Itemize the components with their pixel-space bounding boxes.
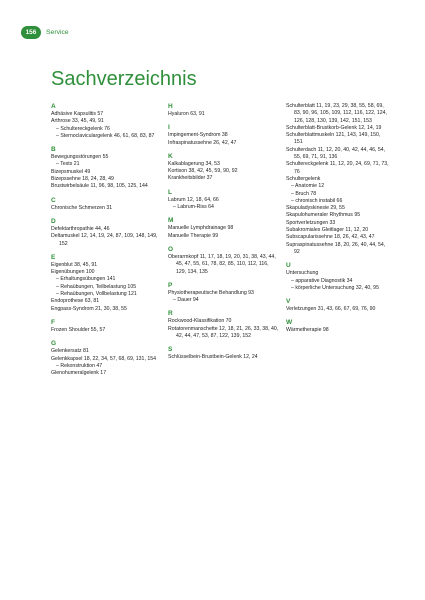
index-subentry: – Bruch 78 bbox=[291, 190, 317, 197]
index-letter-heading: V bbox=[286, 298, 291, 306]
index-group bbox=[51, 218, 161, 248]
index-letter-heading: M bbox=[168, 217, 174, 225]
index-entry: Defektarthropathie 44, 46 bbox=[51, 225, 110, 232]
index-subentry: – chronisch instabil 66 bbox=[291, 197, 343, 204]
page-title: Sachverzeichnis bbox=[51, 68, 197, 90]
index-entry: Schultergelenk bbox=[286, 175, 321, 182]
index-subentry: – Rekonstruktion 47 bbox=[56, 362, 103, 369]
index-group bbox=[51, 146, 161, 190]
index-entry: Hyaluron 63, 91 bbox=[168, 111, 205, 117]
index-group bbox=[168, 189, 280, 212]
index-entry: Verletzungen 31, 43, 66, 67, 69, 76, 90 bbox=[286, 306, 376, 313]
index-subentry: – Rehaübungen, Teilbelastung 105 bbox=[56, 283, 137, 290]
index-group bbox=[168, 217, 280, 240]
index-entry: Eigenübungen 100 bbox=[51, 269, 95, 276]
index-entry: Physiotherapeutische Behandlung 93 bbox=[168, 289, 254, 296]
index-entry: Infraspinatussehne 26, 42, 47 bbox=[168, 139, 237, 146]
index-group bbox=[168, 282, 280, 305]
index-entry: Kortison 38, 42, 45, 59, 90, 92 bbox=[168, 168, 238, 175]
index-letter-heading: R bbox=[168, 310, 173, 318]
index-subentry: – körperliche Untersuchung 32, 40, 95 bbox=[291, 284, 379, 291]
index-entry: Skapuladyskinesie 29, 55 bbox=[286, 205, 345, 212]
index-letter-heading: K bbox=[168, 152, 173, 160]
index-entry: Subscapularissehne 18, 26, 42, 43, 47 bbox=[286, 234, 375, 241]
index-subentry: – Dauer 94 bbox=[173, 297, 199, 304]
index-group bbox=[286, 298, 390, 313]
index-entry: Adhäsive Kapsulitis 57 bbox=[51, 111, 104, 117]
index-letter-heading: I bbox=[168, 124, 170, 132]
index-entry: Schulterdach 11, 12, 20, 40, 42, 44, 46, 54, 55, 69, 71, 91, 136 bbox=[286, 146, 386, 161]
index-entry: Untersuchung bbox=[286, 270, 319, 277]
index-entry: Gelenkkapsel 18, 22, 34, 57, 68, 69, 131, 154 bbox=[51, 355, 156, 362]
index-subentry: – Anatomie 12 bbox=[291, 183, 325, 190]
index-letter-heading: E bbox=[51, 253, 56, 261]
index-subentry: – Schultereckgelenk 76 bbox=[56, 125, 110, 132]
index-subentry: – Sternoclaviculargelenk 46, 61, 68, 83, 87 bbox=[56, 132, 155, 139]
index-entry: Wärmetherapie 98 bbox=[286, 327, 329, 334]
index-letter-heading: S bbox=[168, 346, 173, 354]
index-letter-heading: A bbox=[51, 103, 56, 110]
index-entry: Chronische Schmerzen 31 bbox=[51, 204, 113, 211]
index-entry: Krankheitsbilder 37 bbox=[168, 175, 213, 182]
index-entry: Bewegungsstörungen 55 bbox=[51, 154, 109, 161]
index-entry: Skapulohumeraler Rhythmus 95 bbox=[286, 212, 361, 219]
index-letter-heading: D bbox=[51, 217, 56, 225]
index-group bbox=[51, 254, 161, 313]
index-group bbox=[168, 103, 280, 118]
index-subentry: – Rehaübungen, Vollbelastung 121 bbox=[56, 291, 137, 298]
index-entry: Schultereckgelenk 11, 12, 20, 24, 69, 71, 73, 76 bbox=[286, 161, 389, 175]
index-letter-heading: F bbox=[51, 318, 55, 326]
index-entry: Engpass-Syndrom 21, 30, 38, 55 bbox=[51, 305, 127, 312]
index-group bbox=[286, 319, 390, 334]
page-number-badge: 156 bbox=[21, 26, 41, 39]
index-entry: Deltamuskel 12, 14, 19, 24, 87, 109, 148, 149, 152 bbox=[51, 233, 158, 247]
index-letter-heading: B bbox=[51, 146, 56, 154]
section-label: Service bbox=[46, 29, 69, 36]
index-entry: Schlüsselbein-Brustbein-Gelenk 12, 24 bbox=[168, 354, 258, 361]
index-entry: Manuelle Therapie 99 bbox=[168, 232, 219, 239]
index-entry: Subakromiales Gleitlager 11, 12, 20 bbox=[286, 227, 369, 234]
index-group bbox=[286, 103, 390, 256]
index-subentry: – Tests 21 bbox=[56, 161, 80, 168]
index-entry: Oberarmkopf 11, 17, 18, 19, 20, 31, 38, 43, 44, 45, 47, 55, 61, 78, 82, 85, 110, 112, 116, 129, 134, 135 bbox=[168, 253, 276, 275]
index-entry: Kalkablagerung 34, 53 bbox=[168, 160, 220, 167]
index-group bbox=[51, 340, 161, 377]
index-entry: Schulterblattmuskeln 121, 143, 149, 150, 151 bbox=[286, 132, 381, 146]
index-letter-heading: U bbox=[286, 262, 291, 270]
index-subentry: – Erhaltungsübungen 141 bbox=[56, 276, 116, 283]
index-column-3 bbox=[286, 103, 390, 335]
index-letter-heading: G bbox=[51, 340, 57, 348]
index-group bbox=[51, 197, 161, 212]
index-entry: Eigenblut 38, 45, 91 bbox=[51, 261, 98, 268]
index-subentry: – apparative Diagnostik 34 bbox=[291, 277, 353, 284]
index-group bbox=[168, 246, 280, 276]
index-column-1 bbox=[51, 103, 161, 377]
index-subentry: – Labrum-Riss 64 bbox=[173, 204, 214, 211]
index-entry: Rotatorenmanschette 12, 18, 21, 26, 33, 38, 40, 42, 44, 47, 53, 87, 122, 139, 152 bbox=[168, 325, 279, 340]
index-letter-heading: H bbox=[168, 103, 173, 110]
index-letter-heading: L bbox=[168, 188, 172, 196]
index-group bbox=[168, 153, 280, 183]
index-group bbox=[168, 310, 280, 340]
index-entry: Frozen Shoulder 55, 57 bbox=[51, 326, 106, 333]
index-entry: Impingement-Syndrom 38 bbox=[168, 132, 228, 139]
index-column-2 bbox=[168, 103, 280, 362]
index-entry: Rockwood-Klassifikation 70 bbox=[168, 318, 232, 325]
index-group bbox=[51, 319, 161, 334]
index-entry: Bizepssehne 18, 24, 28, 49 bbox=[51, 176, 114, 183]
index-entry: Brustwirbelsäule 11, 96, 98, 105, 125, 144 bbox=[51, 183, 148, 190]
index-entry: Endoprothese 63, 81 bbox=[51, 298, 100, 305]
index-letter-heading: W bbox=[286, 319, 293, 327]
index-entry: Supraspinatussehne 18, 20, 26, 40, 44, 54, 92 bbox=[286, 241, 386, 255]
index-letter-heading: P bbox=[168, 281, 173, 289]
index-entry: Glenohumeralgelenk 17 bbox=[51, 370, 107, 377]
index-entry: Bizepsmuskel 49 bbox=[51, 168, 91, 175]
index-group bbox=[168, 124, 280, 147]
index-entry: Manuelle Lymphdrainage 98 bbox=[168, 225, 234, 232]
index-entry: Sportverletzungen 33 bbox=[286, 219, 336, 226]
index-letter-heading: O bbox=[168, 245, 174, 253]
index-entry: Schulterblatt 11, 19, 23, 29, 38, 55, 58, 69, 83, 90, 96, 105, 109, 112, 116, 122, 124, 126, 128, 130, 139, 142, 151, 153 bbox=[286, 103, 387, 124]
index-letter-heading: C bbox=[51, 196, 56, 204]
index-entry: Arthrose 33, 45, 49, 91 bbox=[51, 118, 104, 125]
index-entry: Gelenkersatz 81 bbox=[51, 348, 89, 355]
index-entry: Schulterblatt-Brustkorb-Gelenk 12, 14, 19 bbox=[286, 124, 382, 131]
index-group bbox=[286, 262, 390, 292]
index-group bbox=[51, 103, 161, 140]
index-group bbox=[168, 346, 280, 361]
index-entry: Labrum 12, 18, 64, 66 bbox=[168, 196, 219, 203]
